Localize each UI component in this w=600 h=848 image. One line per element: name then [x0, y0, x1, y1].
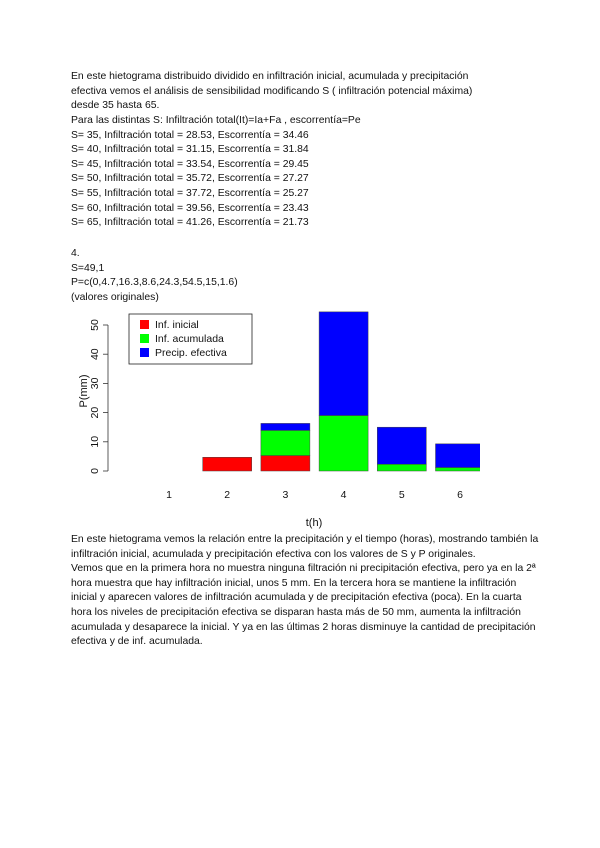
section-4	[71, 247, 238, 305]
sensitivity-row: S= 35, Infiltración total = 28.53, Escorrentía = 34.46	[71, 129, 309, 141]
x-axis-label: t(h)	[305, 517, 323, 529]
bar-precip-efectiva-t4	[319, 312, 368, 416]
bar-precip-efectiva-t3	[261, 423, 310, 430]
sensitivity-row: S= 55, Infiltración total = 37.72, Escorrentía = 25.27	[71, 187, 309, 199]
sensitivity-row: S= 40, Infiltración total = 31.15, Escorrentía = 31.84	[71, 144, 309, 156]
y-tick-label: 20	[89, 406, 101, 419]
legend	[129, 314, 252, 364]
sensitivity-row: S= 65, Infiltración total = 41.26, Escorrentía = 21.73	[71, 217, 309, 229]
sensitivity-results	[71, 114, 361, 231]
bar-inf-inicial-t3	[261, 456, 310, 471]
y-tick-label: 40	[89, 348, 101, 361]
bar-inf-acumulada-t3	[261, 430, 310, 455]
x-tick-labels	[166, 489, 463, 501]
s-value: S=49,1	[71, 262, 105, 274]
bar-inf-inicial-t2	[203, 457, 252, 471]
hyetograph-chart	[70, 305, 480, 533]
legend-label: Inf. inicial	[155, 319, 199, 331]
analysis-paragraph: Vemos que en la primera hora no muestra ninguna filtración ni precipitación efectiva, pero ya en la 2ª hora muestra que hay infiltración inicial, unos 5 mm. En la tercera hora se mantiene la infiltración inicial y aparecen valores de infiltración acumulada y de precipitación efectiva (poca). En la cuarta hora los niveles de precipitación efectiva se disparan hasta más de 50 mm, aumenta la infiltración acumulada y desaparece la inicial. Y ya en las últimas 2 horas disminuye la cantidad de precipitación efectiva y de inf. acumulada.	[71, 563, 536, 648]
p-value: P=c(0,4.7,16.3,8.6,24.3,54.5,15,1.6)	[71, 277, 238, 289]
sensitivity-row: S= 60, Infiltración total = 39.56, Escorrentía = 23.43	[71, 202, 309, 214]
x-tick-label: 1	[166, 489, 172, 501]
values-note: (valores originales)	[71, 291, 159, 303]
bar-precip-efectiva-t6	[436, 444, 481, 468]
bar-inf-acumulada-t5	[377, 464, 426, 471]
x-tick-label: 2	[224, 489, 231, 501]
intro-paragraph	[71, 70, 472, 114]
legend-label: Precip. efectiva	[155, 347, 227, 359]
y-tick-label: 10	[89, 435, 101, 448]
y-axis	[89, 319, 108, 474]
y-axis-label: P(mm)	[78, 374, 90, 408]
sensitivity-row: S= 45, Infiltración total = 33.54, Escorrentía = 29.45	[71, 158, 309, 170]
analysis-text	[71, 533, 541, 650]
y-tick-label: 0	[89, 468, 101, 474]
intro-line: En este hietograma distribuido dividido en infiltración inicial, acumulada y precipitación	[71, 71, 469, 82]
sensitivity-row: S= 50, Infiltración total = 35.72, Escorrentía = 27.27	[71, 173, 309, 185]
bar-precip-efectiva-t5	[377, 427, 426, 464]
x-tick-label: 4	[340, 489, 347, 501]
intro-line: desde 35 hasta 65.	[71, 100, 160, 112]
legend-swatch	[140, 320, 149, 329]
legend-swatch	[140, 348, 149, 357]
analysis-paragraph: En este hietograma vemos la relación entre la precipitación y el tiempo (horas), mostrando también la infiltración inicial, acumulada y precipitación efectiva con los valores de S y P originales.	[71, 534, 539, 560]
bar-inf-acumulada-t6	[436, 467, 481, 471]
x-tick-label: 6	[457, 489, 463, 501]
legend-label: Inf. acumulada	[155, 333, 224, 345]
x-tick-label: 3	[282, 489, 289, 501]
x-tick-label: 5	[398, 489, 405, 501]
intro-line: efectiva vemos el análisis de sensibilidad modificando S ( infiltración potencial máxima)	[71, 85, 473, 97]
section-number: 4.	[71, 248, 80, 259]
y-tick-label: 50	[89, 319, 101, 331]
sensitivity-header: Para las distintas S: Infiltración total(It)=Ia+Fa , escorrentía=Pe	[71, 115, 361, 126]
bar-inf-acumulada-t4	[319, 416, 368, 471]
y-tick-label: 30	[89, 377, 101, 390]
legend-swatch	[140, 334, 149, 343]
